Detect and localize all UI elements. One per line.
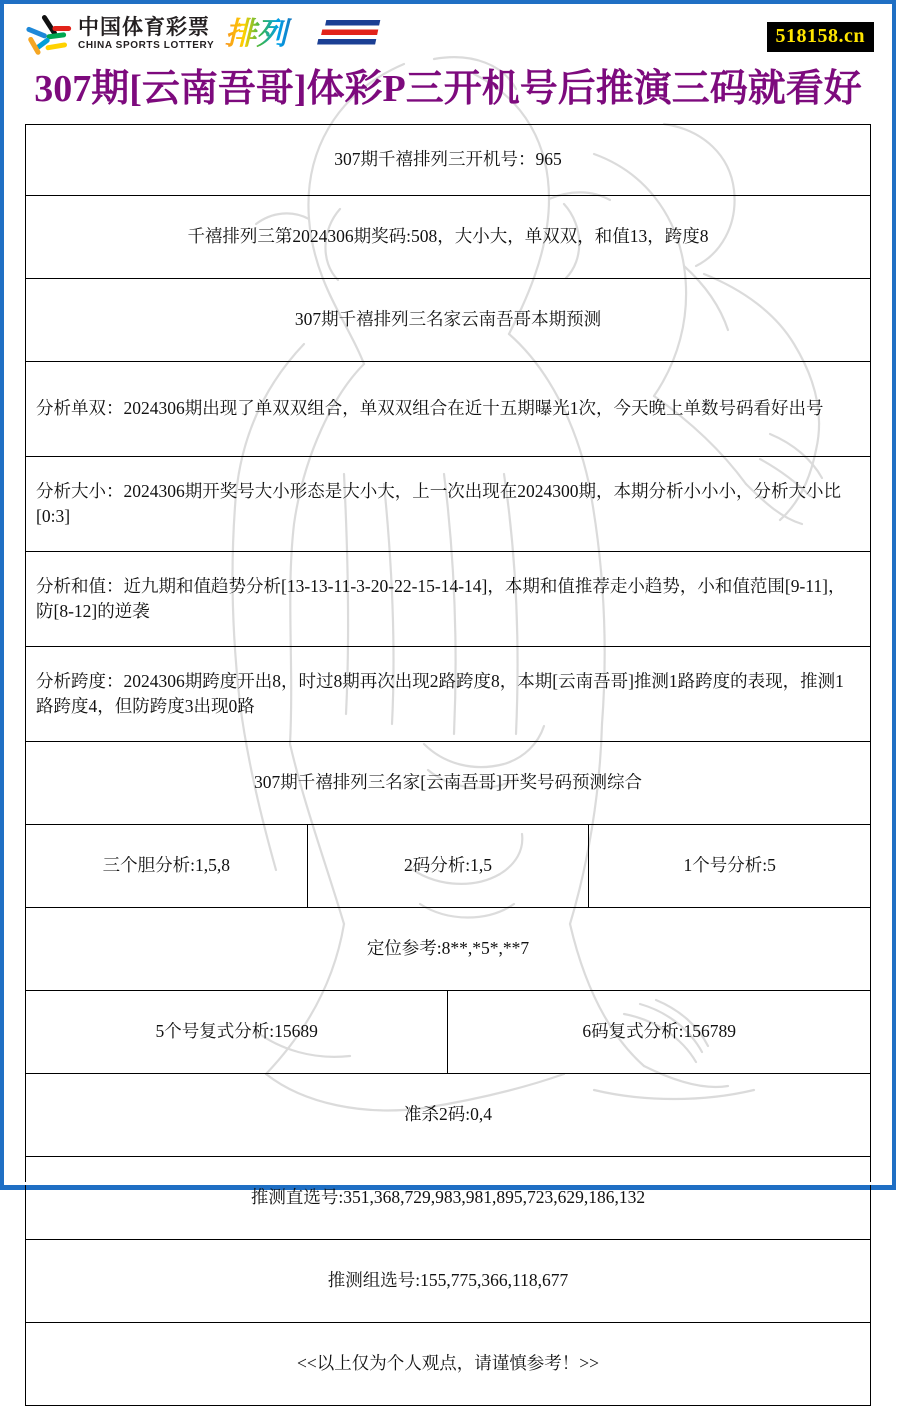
- table-row: [26, 742, 871, 825]
- brand-text: [78, 17, 214, 51]
- three-dan-analysis-cell: 三个胆分析:1,5,8: [26, 825, 308, 908]
- table-row: [26, 991, 871, 1074]
- kill-two-codes-cell: 准杀2码:0,4: [26, 1074, 871, 1157]
- one-code-analysis-cell: 1个号分析:5: [589, 825, 871, 908]
- site-url-text: 518158.cn: [775, 25, 865, 47]
- disclaimer-cell: <<以上仅为个人观点，请谨慎参考！>>: [26, 1323, 871, 1406]
- five-number-compound-cell: 5个号复式分析:15689: [26, 991, 448, 1074]
- table-row: [26, 647, 871, 742]
- previous-draw-cell: 千禧排列三第2024306期奖码:508，大小大，单双双，和值13，跨度8: [26, 196, 871, 279]
- table-row: [26, 1074, 871, 1157]
- svg-text:排列: 排列: [225, 16, 288, 52]
- brand-logo[interactable]: [26, 12, 878, 56]
- group-selection-numbers-cell: 推测组选号:155,775,366,118,677: [26, 1240, 871, 1323]
- span-analysis-cell: 分析跨度：2024306期跨度开出8，时过8期再次出现2路跨度8，本期[云南吾哥]推测1路跨度的表现，推测1路跨度4，但防跨度3出现0路: [26, 647, 871, 742]
- table-row: [26, 196, 871, 279]
- big-small-analysis-cell: 分析大小：2024306期开奖号大小形态是大小大，上一次出现在2024300期，本期分析小小小，分析大小比[0:3]: [26, 457, 871, 552]
- brand-name-cn: 中国体育彩票: [78, 16, 210, 39]
- sum-value-analysis-cell: 分析和值：近九期和值趋势分析[13-13-11-3-20-22-15-14-14]，本期和值推荐走小趋势，小和值范围[9-11]，防[8-12]的逆袭: [26, 552, 871, 647]
- table-row: [26, 1323, 871, 1406]
- site-url-badge[interactable]: [767, 22, 875, 52]
- table-row: [26, 362, 871, 457]
- table-row: [26, 1157, 871, 1240]
- expert-forecast-heading-cell: 307期千禧排列三名家云南吾哥本期预测: [26, 279, 871, 362]
- table-row: [26, 1240, 871, 1323]
- site-header: [4, 4, 892, 66]
- table-row: [26, 908, 871, 991]
- china-sports-lottery-emblem-icon: [26, 13, 72, 55]
- odd-even-analysis-cell: 分析单双：2024306期出现了单双双组合，单双双组合在近十五期曝光1次，今天晚上单数号码看好出号: [26, 362, 871, 457]
- brand-name-en: CHINA SPORTS LOTTERY: [78, 40, 215, 51]
- direct-selection-numbers-cell: 推测直选号:351,368,729,983,981,895,723,629,186,132: [26, 1157, 871, 1240]
- position-reference-cell: 定位参考:8**,*5*,**7: [26, 908, 871, 991]
- table-row: [26, 457, 871, 552]
- table-row: [26, 552, 871, 647]
- two-code-analysis-cell: 2码分析:1,5: [307, 825, 589, 908]
- summary-heading-cell: 307期千禧排列三名家[云南吾哥]开奖号码预测综合: [26, 742, 871, 825]
- opening-number-cell: 307期千禧排列三开机号：965: [26, 125, 871, 196]
- pailiesan-game-logo-icon: [224, 12, 399, 56]
- page-title: 307期[云南吾哥]体彩P三开机号后推演三码就看好: [34, 68, 862, 110]
- six-code-compound-cell: 6码复式分析:156789: [448, 991, 871, 1074]
- table-row: [26, 125, 871, 196]
- table-row: [26, 825, 871, 908]
- prediction-table: [25, 124, 871, 1406]
- table-row: [26, 279, 871, 362]
